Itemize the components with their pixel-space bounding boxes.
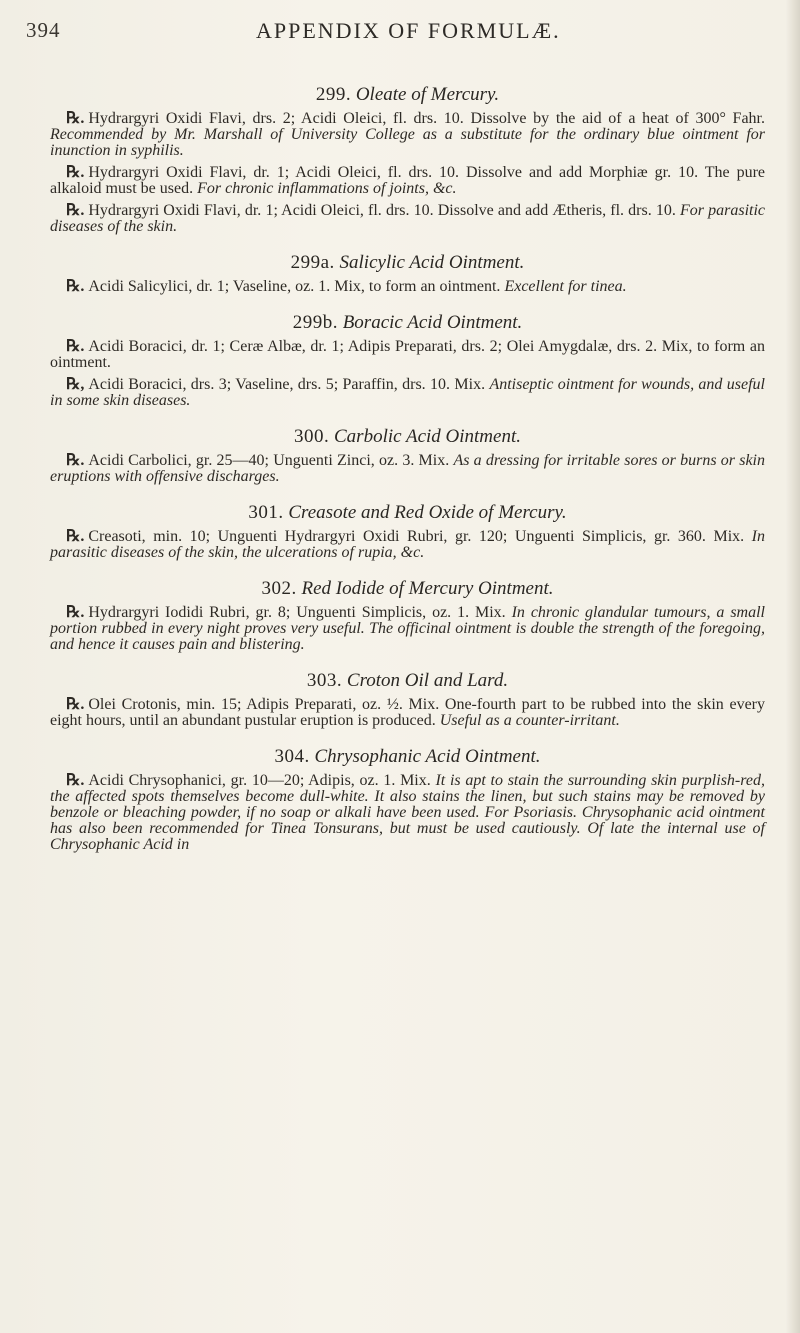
formula-section-300 (50, 427, 765, 485)
prescription-text: Hydrargyri Oxidi Flavi, dr. 1; Acidi Oleici, fl. drs. 10. Dissolve and add Ætheris, fl. drs. 10. (88, 202, 680, 219)
recipe-symbol: ℞. (66, 528, 85, 545)
section-heading (50, 747, 765, 767)
prescription-text: Acidi Boracici, drs. 3; Vaseline, drs. 5; Paraffin, drs. 10. Mix. (88, 376, 490, 393)
section-heading (50, 313, 765, 333)
section-number: 299b. (292, 312, 338, 333)
prescription-note: In parasitic diseases of the skin, the ulcerations of rupia, &c. (50, 528, 765, 561)
formula-section-299a (50, 253, 765, 295)
prescription (50, 279, 765, 295)
section-title: Oleate of Mercury. (355, 84, 500, 105)
section-number: 299a. (290, 252, 335, 273)
recipe-symbol: ℞. (66, 110, 85, 127)
recipe-symbol: ℞. (66, 278, 85, 295)
prescription-text: Olei Crotonis, min. 15; Adipis Preparati, oz. ½. Mix. One-fourth part to be rubbed into the skin every eight hours, until an abundant pustular eruption is produced. (50, 696, 765, 729)
prescription-text: Acidi Salicylici, dr. 1; Vaseline, oz. 1. Mix, to form an ointment. (88, 278, 505, 295)
prescription-note: For chronic inflammations of joints, &c. (197, 180, 457, 197)
section-heading (50, 427, 765, 447)
prescription-text: Acidi Chrysophanici, gr. 10—20; Adipis, oz. 1. Mix. (88, 772, 436, 789)
prescription-note: For parasitic diseases of the skin. (50, 202, 766, 235)
prescription-text: Acidi Carbolici, gr. 25—40; Unguenti Zinci, oz. 3. Mix. (88, 452, 454, 469)
formula-section-299b (50, 313, 765, 409)
prescription (50, 529, 765, 561)
prescription (50, 203, 765, 235)
prescription (50, 339, 765, 371)
prescription-note: In chronic glandular tumours, a small portion rubbed in every night proves very useful. The officinal ointment is double the strength of the foregoing, and hence it causes pain and blistering. (50, 604, 766, 653)
formula-section-301 (50, 503, 765, 561)
section-number: 302. (261, 578, 297, 599)
prescription-text: Acidi Boracici, dr. 1; Ceræ Albæ, dr. 1; Adipis Preparati, drs. 2; Olei Amygdalæ, drs. 2. Mix, to form an ointment. (50, 338, 765, 371)
formula-section-302 (50, 579, 765, 653)
prescription-text: Hydrargyri Oxidi Flavi, dr. 1; Acidi Oleici, fl. drs. 10. Dissolve and add Morphiæ gr. 10. The pure alkaloid must be used. (50, 164, 765, 197)
page-number: 394 (26, 18, 61, 42)
section-number: 299. (315, 84, 352, 105)
recipe-symbol: ℞. (66, 452, 85, 469)
page-header (26, 18, 786, 48)
prescription (50, 605, 765, 653)
prescription (50, 773, 765, 853)
section-title: Carbolic Acid Ointment. (334, 426, 521, 447)
recipe-symbol: ℞. (66, 696, 85, 713)
prescription (50, 111, 765, 159)
prescription-note: Useful as a counter-irritant. (439, 712, 620, 729)
prescription (50, 377, 765, 409)
recipe-symbol: ℞. (66, 772, 85, 789)
running-title: APPENDIX OF FORMULÆ. (256, 18, 561, 43)
section-heading (50, 85, 765, 105)
section-heading (50, 671, 765, 691)
recipe-symbol: ℞. (66, 604, 85, 621)
formula-section-304 (50, 747, 765, 853)
recipe-symbol: ℞, (66, 376, 85, 393)
prescription-note: Recommended by Mr. Marshall of University College as a substitute for the ordinary blue ointment for inunction in syphilis. (50, 126, 765, 159)
recipe-symbol: ℞. (66, 164, 85, 181)
prescription-note: It is apt to stain the surrounding skin purplish-red, the affected spots themselves become dull-white. It also stains the linen, but such stains may be removed by benzole or bleaching powder, if no soap or alkali have been used. For Psoriasis. Chrysophanic acid ointment has also been recommended for Tinea Tonsurans, but must be used cautiously. Of late the internal use of Chrysophanic Acid in (50, 772, 765, 853)
prescription-text: Creasoti, min. 10; Unguenti Hydrargyri Oxidi Rubri, gr. 120; Unguenti Simplicis, gr. 360. Mix. (88, 528, 752, 545)
section-title: Boracic Acid Ointment. (342, 312, 523, 333)
prescription-note: As a dressing for irritable sores or burns or skin eruptions with offensive discharges. (50, 452, 765, 485)
prescription (50, 165, 765, 197)
formulae-content (50, 85, 765, 859)
section-heading (50, 579, 765, 599)
prescription (50, 453, 765, 485)
prescription-note: Excellent for tinea. (504, 278, 627, 295)
section-number: 301. (248, 502, 284, 523)
prescription-text: Hydrargyri Iodidi Rubri, gr. 8; Unguenti Simplicis, oz. 1. Mix. (88, 604, 512, 621)
section-heading (50, 253, 765, 273)
formula-section-303 (50, 671, 765, 729)
section-number: 303. (306, 670, 343, 691)
prescription-note: Antiseptic ointment for wounds, and useful in some skin diseases. (50, 376, 766, 409)
section-title: Red Iodide of Mercury Ointment. (301, 578, 554, 599)
formula-section-299 (50, 85, 765, 235)
section-number: 304. (274, 746, 310, 767)
recipe-symbol: ℞. (66, 202, 85, 219)
section-heading (50, 503, 765, 523)
prescription-text: Hydrargyri Oxidi Flavi, drs. 2; Acidi Oleici, fl. drs. 10. Dissolve by the aid of a heat of 300° Fahr. (88, 110, 765, 127)
section-title: Chrysophanic Acid Ointment. (314, 746, 541, 767)
recipe-symbol: ℞. (66, 338, 85, 355)
section-number: 300. (294, 426, 330, 447)
prescription (50, 697, 765, 729)
section-title: Croton Oil and Lard. (346, 670, 509, 691)
section-title: Salicylic Acid Ointment. (339, 252, 525, 273)
section-title: Creasote and Red Oxide of Mercury. (288, 502, 567, 523)
page-edge (786, 0, 800, 1333)
